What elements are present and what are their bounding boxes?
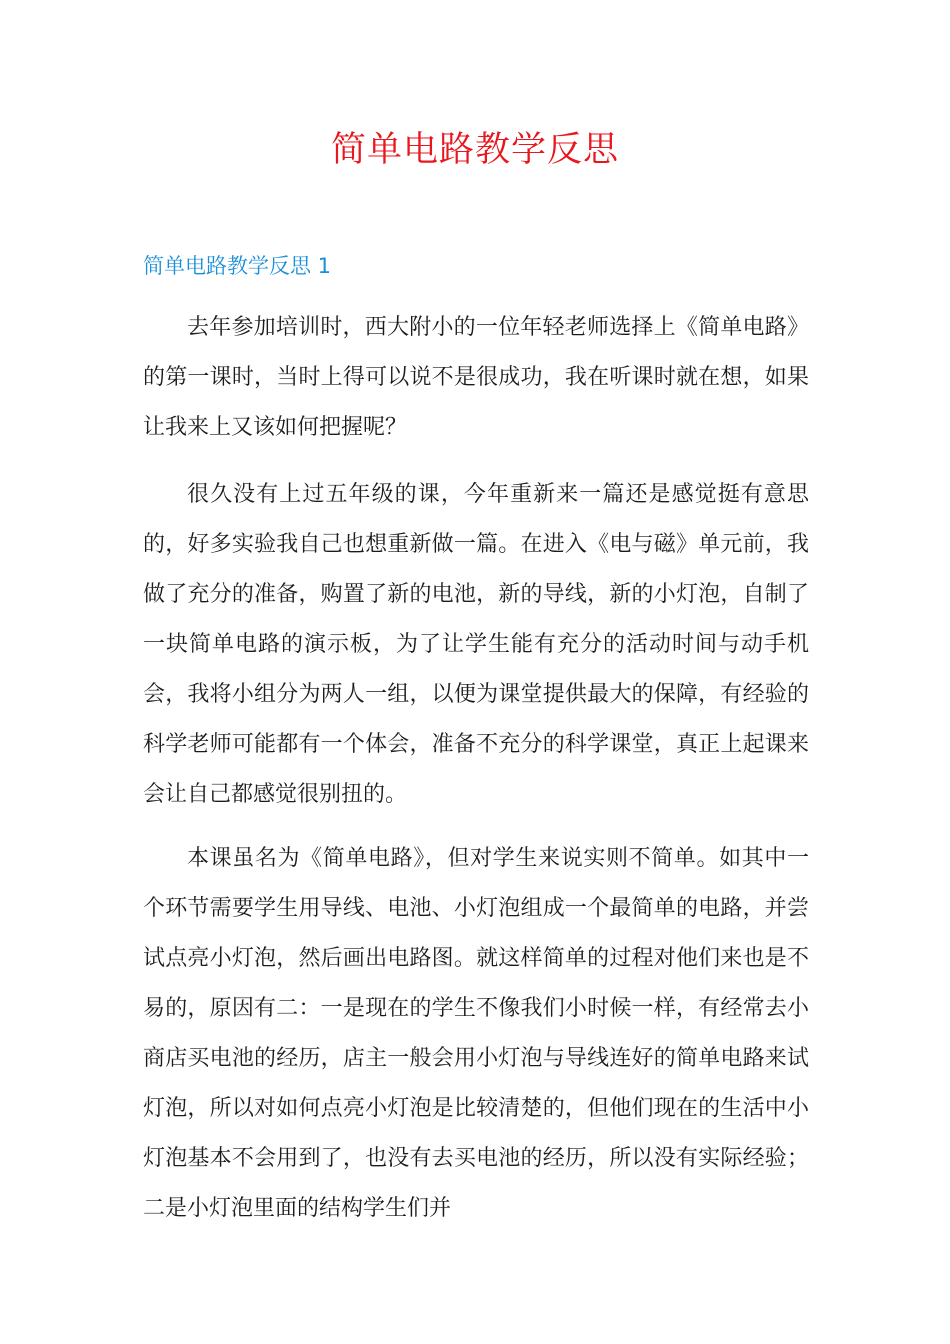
section-heading: 简单电路教学反思 1: [143, 254, 332, 278]
paragraph: 很久没有上过五年级的课，今年重新来一篇还是感觉挺有意思的，好多实验我自己也想重新做一篇。在进入《电与磁》单元前，我做了充分的准备，购置了新的电池，新的导线，新的小灯泡，自制了一块简单电路的演示板，为了让学生能有充分的活动时间与动手机会，我将小组分为两人一组，以便为课堂提供最大的保障，有经验的科学老师可能都有一个体会，准备不充分的科学课堂，真正上起课来会让自己都感觉很别扭的。: [143, 482, 809, 807]
paragraph: 去年参加培训时，西大附小的一位年轻老师选择上《简单电路》的第一课时，当时上得可以说不是很成功，我在听课时就在想，如果让我来上又该如何把握呢？: [143, 315, 809, 440]
document-title: 简单电路教学反思: [330, 130, 619, 170]
paragraph: 本课虽名为《简单电路》，但对学生来说实则不简单。如其中一个环节需要学生用导线、电池、小灯泡组成一个最简单的电路，并尝试点亮小灯泡，然后画出电路图。就这样简单的过程对他们来也是不易的，原因有二：一是现在的学生不像我们小时候一样，有经常去小商店买电池的经历，店主一般会用小灯泡与导线连好的简单电路来试灯泡，所以对如何点亮小灯泡是比较清楚的，但他们现在的生活中小灯泡基本不会用到了，也没有去买电池的经历，所以没有实际经验；二是小灯泡里面的结构学生们并: [143, 846, 809, 1221]
